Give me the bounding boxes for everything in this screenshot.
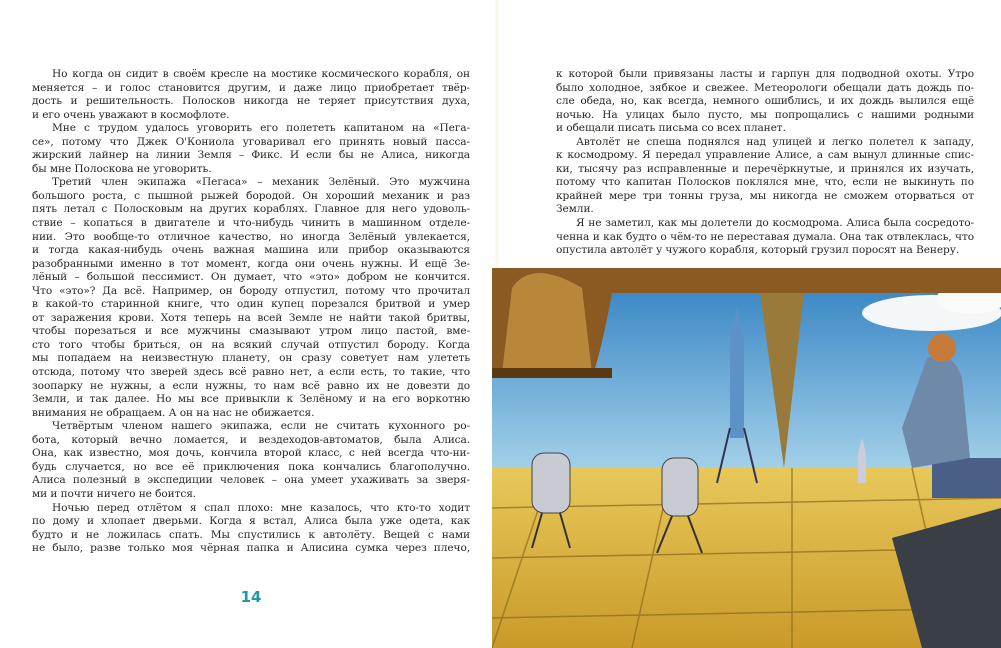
- text-line: будто и не ложилась спать. Мы спустились к автолёту. Вещей с нами: [32, 528, 470, 541]
- text-line: опустила автолёт у чужого корабля, который грузил поросят на Венеру.: [556, 244, 960, 257]
- text-line: бота, который вечно ломается, и вездеходов-автоматов, была Алиса.: [32, 433, 470, 446]
- text-line: крайней мере три тонны груза, мы никогда не сможем оторваться от: [556, 189, 974, 202]
- text-line: Что «это»? Да всё. Например, он бороду отпустил, потому что прочитал: [32, 284, 470, 297]
- text-line: Земли.: [556, 203, 594, 216]
- text-line: будь случается, но все её приключения пока кончались благополучно.: [32, 460, 470, 473]
- text-line: мы попадаем на неизвестную планету, он сразу советует нам улететь: [32, 352, 470, 365]
- text-line: в какой-то старинной книге, что один купец порезался бритвой и умер: [32, 298, 470, 311]
- text-line: к космодрому. Я передал управление Алисе, а сам вынул длинные спис-: [556, 149, 974, 162]
- text-line: к которой были привязаны ласты и гарпун для подводной охоты. Утро: [556, 68, 974, 80]
- text-line: чтобы порезаться и все мужчины смазывают утром лицо пастой, вме-: [32, 325, 470, 338]
- page-number: 14: [240, 588, 262, 606]
- right-page-text: [556, 68, 974, 258]
- text-line: Я не заметил, как мы долетели до космодрома. Алиса была сосредото-: [576, 217, 974, 230]
- text-line: жирский лайнер на линии Земля – Фикс. И если бы не Алиса, никогда: [32, 149, 470, 162]
- text-line: Автолёт не спеша поднялся над улицей и легко полетел к западу,: [576, 135, 974, 148]
- text-line: ночью. На улицах было пусто, мы попрощались с нашими родными: [556, 108, 974, 121]
- text-line: и его очень уважают в космофлоте.: [32, 108, 230, 121]
- text-line: разобранными именно в тот момент, когда они очень нужны. И ещё Зе-: [32, 257, 470, 270]
- left-page-text: [32, 68, 470, 556]
- text-line: нии. Это вообще-то отличное качество, но иногда Зелёный увлекается,: [32, 230, 470, 243]
- text-line: Но когда он сидит в своём кресле на мостике космического корабля, он: [52, 68, 470, 80]
- text-line: сле обеда, но, как всегда, немного ошиблись, и их дождь вылился ещё: [556, 95, 974, 108]
- text-line: дость и решительность. Полосков никогда не теряет присутствия духа,: [32, 95, 470, 108]
- text-line: Она, как известно, моя дочь, кончила второй класс, с ней всегда что-ни-: [32, 447, 470, 460]
- text-line: ствие – копаться в двигателе и что-нибудь чинить в машинном отделе-: [32, 217, 470, 230]
- text-line: Мне с трудом удалось уговорить его полететь капитаном на «Пега-: [52, 122, 470, 135]
- text-line: от заражения крови. Хотя теперь на всей Земле не найти такой бритвы,: [32, 311, 470, 324]
- text-line: сто того чтобы бриться, он на всякий случай отпустил бороду. Когда: [32, 338, 470, 351]
- text-line: внимания не обращаем. А он на нас не обижается.: [32, 406, 315, 419]
- text-line: не было, разве только моя чёрная папка и Алисина сумка через плечо,: [32, 542, 470, 555]
- text-line: по дому и хлопает дверьми. Когда я встал, Алиса была уже одета, как: [32, 515, 470, 528]
- cosmodrome-illustration: [492, 268, 1001, 648]
- text-line: меняется – и голос становится другим, и даже лицо приобретает твёр-: [32, 81, 470, 94]
- text-line: се», потому что Джек О'Кониола уговаривал его принять новый пасса-: [32, 135, 470, 148]
- text-line: ки, тысячу раз исправленные и перечёркнутые, и принялся их изучать,: [556, 162, 974, 175]
- text-line: большого роста, с пышной рыжей бородой. Он хороший механик и раз: [32, 189, 470, 202]
- text-line: Ночью перед отлётом я спал плохо: мне казалось, что кто-то ходит: [52, 501, 470, 514]
- crate: [932, 458, 1001, 498]
- text-line: Алиса полезный в экспедиции человек – она умеет ухаживать за зверя-: [32, 474, 470, 487]
- text-line: Земли, и так далее. Но мы все привыкли к Зелёному и на его воркотню: [32, 393, 470, 406]
- page-gutter: [494, 0, 500, 268]
- text-line: ченна и как будто о чём-то не переставая думала. Она так отвлеклась, что: [556, 230, 974, 243]
- text-line: лёный – большой пессимист. Он думает, что «это» добром не кончится.: [32, 271, 470, 284]
- text-line: бы мне Полоскова не уговорить.: [32, 162, 212, 175]
- text-line: потому что капитан Полосков поклялся мне, что, если не выкинуть по: [556, 176, 974, 189]
- text-line: и тогда какая-нибудь очень важная машина или прибор оказываются: [32, 244, 470, 257]
- text-line: было холодное, зябкое и свежее. Метеорологи обещали дать дождь по-: [556, 81, 974, 94]
- text-line: зоопарку не нужны, а если нужны, то нам всё равно их не довезти до: [32, 379, 470, 392]
- text-line: пять летал с Полосковым на других кораблях. Главное для него удоволь-: [32, 203, 470, 216]
- robot: [532, 453, 570, 513]
- robot: [662, 458, 698, 516]
- text-line: и обещали писать письма со всех планет.: [556, 122, 786, 135]
- text-line: отсюда, потому что зверей здесь всё равно нет, а если есть, то такие, что: [32, 366, 470, 379]
- text-line: Третий член экипажа «Пегаса» – механик Зелёный. Это мужчина: [52, 176, 470, 189]
- text-line: Четвёртым членом нашего экипажа, если не считать кухонного ро-: [52, 420, 470, 433]
- text-line: ми и почти ничего не боится.: [32, 487, 197, 500]
